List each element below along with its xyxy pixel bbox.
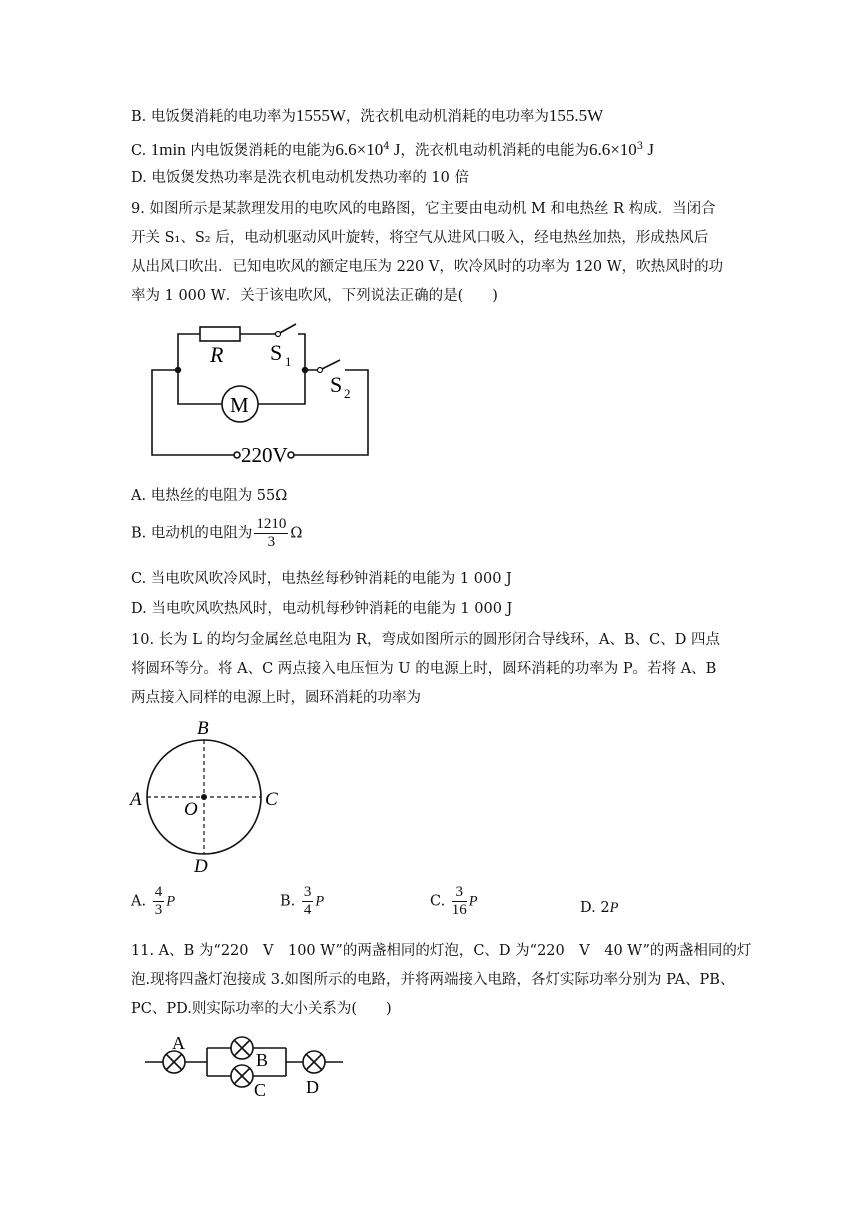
q8-option-b-prefix: B. 电饭煲消耗的电功率为 bbox=[131, 109, 296, 125]
q8-option-c-exp1: 4 bbox=[383, 141, 390, 152]
q10-option-a-num: 4 bbox=[154, 884, 163, 900]
q10-label-o: O bbox=[184, 799, 198, 820]
q10-option-c-var: P bbox=[468, 893, 478, 910]
q10-option-d-label: D. 2 bbox=[580, 900, 610, 916]
q10-label-b: B bbox=[197, 718, 209, 739]
q10-option-a-label: A. bbox=[131, 893, 147, 910]
q10-option-b-var: P bbox=[315, 893, 325, 910]
q9-stem-line4: 率为 1 000 W．关于该电吹风，下列说法正确的是( ) bbox=[131, 288, 498, 304]
q9-label-s2-sub: 2 bbox=[344, 386, 351, 401]
q8-option-c-value1: 6.6×10 bbox=[335, 139, 384, 159]
q8-option-c-unit2: J bbox=[643, 139, 655, 159]
q9-label-r: R bbox=[210, 342, 224, 367]
q10-option-b-num: 3 bbox=[303, 884, 312, 900]
q9-option-b-den: 3 bbox=[267, 534, 276, 550]
q9-stem-line3: 从出风口吹出．已知电吹风的额定电压为 220 V，吹冷风时的功率为 120 W，吹热风时的功 bbox=[131, 259, 724, 275]
q10-stem-line1: 10. 长为 L 的均匀金属丝总电阻为 R，弯成如图所示的圆形闭合导线环，A、B、C、D 四点 bbox=[131, 632, 720, 648]
q9-stem-line1: 9. 如图所示是某款理发用的电吹风的电路图，它主要由电动机 M 和电热丝 R 构成．当闭合 bbox=[131, 201, 716, 217]
q11-label-lamp-b: B bbox=[256, 1050, 269, 1070]
q8-option-c-time: 1min bbox=[150, 139, 186, 159]
q8-option-c-exp2: 3 bbox=[636, 141, 644, 152]
q8-option-b-value1: 1555W bbox=[295, 106, 346, 125]
q8-option-c-mid1: 内电饭煲消耗的电能为 bbox=[185, 142, 336, 159]
q9-label-s2: S bbox=[330, 372, 343, 397]
q8-option-c-mid2: ，洗衣机电动机消耗的电能为 bbox=[400, 142, 589, 159]
q10-option-c-label: C. bbox=[430, 893, 446, 910]
q8-option-b-mid: ，洗衣机电动机消耗的电功率为 bbox=[345, 109, 549, 125]
q9-option-b-unit: Ω bbox=[290, 525, 303, 542]
q8-option-c-value2: 6.6×10 bbox=[588, 139, 637, 159]
q10-option-d-var: P bbox=[609, 900, 619, 916]
q10-option-a-den: 3 bbox=[154, 902, 163, 918]
q9-option-b-prefix: B. 电动机的电阻为 bbox=[131, 525, 253, 542]
q10-stem-line2: 将圆环等分。将 A、C 两点接入电压恒为 U 的电源上时，圆环消耗的功率为 P。若将 A、B bbox=[131, 661, 717, 677]
q9-label-s1: S bbox=[270, 340, 283, 365]
q10-option-a-var: P bbox=[166, 893, 176, 910]
q9-label-supply: 220V bbox=[241, 443, 288, 467]
q8-option-c-unit1: J bbox=[389, 139, 401, 159]
q9-label-motor: M bbox=[230, 393, 249, 417]
q9-label-s1-sub: 1 bbox=[285, 354, 292, 369]
q9-option-d: D. 当电吹风吹热风时，电动机每秒钟消耗的电能为 1 000 J bbox=[131, 601, 513, 617]
q11-stem-line2: 泡.现将四盏灯泡接成 3.如图所示的电路，并将两端接入电路，各灯实际功率分别为 PA、PB、 bbox=[131, 972, 735, 988]
q11-stem-line1: 11. A、B 为“220 V 100 W”的两盏相同的灯泡，C、D 为“220 V 40 W”的两盏相同的灯 bbox=[131, 943, 752, 959]
q11-label-lamp-a: A bbox=[172, 1033, 185, 1053]
q8-option-d: D. 电饭煲发热功率是洗衣机电动机发热功率的 10 倍 bbox=[131, 170, 469, 186]
q11-label-lamp-d: D bbox=[306, 1077, 319, 1097]
q10-option-b-label: B. bbox=[280, 893, 296, 910]
q10-option-c-num: 3 bbox=[452, 884, 467, 902]
q8-option-b-value2: 155.5W bbox=[548, 106, 604, 125]
q9-option-c: C. 当电吹风吹冷风时，电热丝每秒钟消耗的电能为 1 000 J bbox=[131, 571, 512, 587]
q10-option-c-den: 16 bbox=[451, 902, 467, 918]
q8-option-c-prefix: C. bbox=[131, 142, 151, 159]
q9-stem-line2: 开关 S₁、S₂ 后，电动机驱动风叶旋转，将空气从进风口吸入，经电热丝加热，形成热风后 bbox=[131, 230, 709, 246]
q9-option-b-num: 1210 bbox=[256, 516, 287, 532]
q11-label-lamp-c: C bbox=[254, 1080, 267, 1100]
q9-option-a: A. 电热丝的电阻为 55Ω bbox=[131, 488, 288, 504]
q10-label-d: D bbox=[194, 856, 208, 877]
q10-option-b-den: 4 bbox=[303, 902, 312, 918]
q11-stem-line3: PC、PD.则实际功率的大小关系为( ) bbox=[131, 1001, 392, 1017]
q10-label-a: A bbox=[130, 789, 142, 810]
q10-stem-line3: 两点接入同样的电源上时，圆环消耗的功率为 bbox=[131, 690, 421, 706]
q10-label-c: C bbox=[265, 789, 278, 810]
